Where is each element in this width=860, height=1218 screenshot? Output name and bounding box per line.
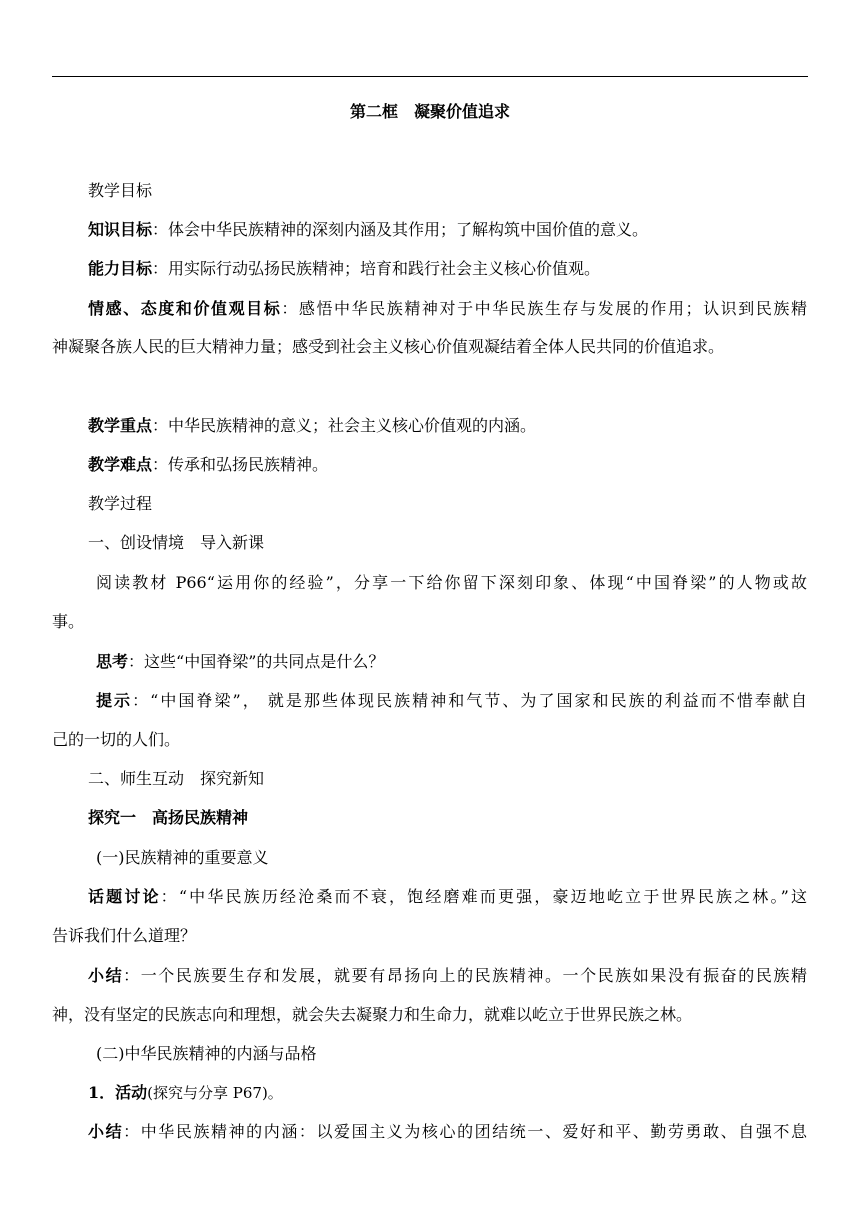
subsection-2-heading: (二)中华民族精神的内涵与品格 <box>96 1044 317 1063</box>
summary-1-label: 小结 <box>88 966 124 985</box>
topic-text-2: 告诉我们什么道理？ <box>52 926 197 945</box>
difficulty-point <box>88 454 328 476</box>
difficulty-text: ：传承和弘扬民族精神。 <box>152 455 329 474</box>
activity-text: (探究与分享 P67)。 <box>147 1084 283 1102</box>
topic-label: 话题讨论 <box>88 887 161 906</box>
emotion-text-1: ：感悟中华民族精神对于中华民族生存与发展的作用；认识到民族精 <box>281 299 807 318</box>
header-rule <box>52 76 808 77</box>
section-2-heading: 二、师生互动 探究新知 <box>88 769 265 788</box>
topic-discussion-1 <box>88 886 807 908</box>
ability-text: ：用实际行动弘扬民族精神；培育和践行社会主义核心价值观。 <box>152 259 601 278</box>
think-question <box>96 651 384 673</box>
difficulty-label: 教学难点 <box>88 455 153 474</box>
key-text: ：中华民族精神的意义；社会主义核心价值观的内涵。 <box>152 416 537 435</box>
think-text: ：这些“中国脊梁”的共同点是什么？ <box>128 652 385 671</box>
hint-label: 提示 <box>96 691 133 710</box>
summary-1-text-1: ：一个民族要生存和发展，就要有昂扬向上的民族精神。一个民族如果没有振奋的民族精 <box>123 966 807 985</box>
subsection-1-heading: (一)民族精神的重要意义 <box>96 848 269 867</box>
summary-2-line <box>88 1121 807 1143</box>
emotion-objective <box>88 298 807 320</box>
summary-1-text-2: 神，没有坚定的民族志向和理想，就会失去凝聚力和生命力，就难以屹立于世界民族之林。 <box>52 1005 693 1024</box>
objectives-heading: 教学目标 <box>88 181 153 200</box>
summary-2-text: ：中华民族精神的内涵：以爱国主义为核心的团结统一、爱好和平、勤劳勇敢、自强不息 <box>123 1122 807 1141</box>
process-heading: 教学过程 <box>88 494 153 513</box>
knowledge-text: ：体会中华民族精神的深刻内涵及其作用；了解构筑中国价值的意义。 <box>152 220 649 239</box>
activity-line <box>88 1082 283 1104</box>
hint-text-2: 己的一切的人们。 <box>52 730 181 749</box>
topic-text-1: ：“中华民族历经沧桑而不衰，饱经磨难而更强，豪迈地屹立于世界民族之林。”这 <box>160 887 807 906</box>
emotion-text-2: 神凝聚各族人民的巨大精神力量；感受到社会主义核心价值观凝结着全体人民共同的价值追求。 <box>52 337 725 356</box>
hint-text-1: ：“中国脊梁”， 就是那些体现民族精神和气节、为了国家和民族的利益而不惜奉献自 <box>132 691 807 710</box>
reading-instruction-2: 事。 <box>52 612 85 631</box>
ability-label: 能力目标 <box>88 259 153 278</box>
reading-instruction-1: 阅读教材 P66“运用你的经验”，分享一下给你留下深刻印象、体现“中国脊梁”的人物或故 <box>96 573 807 592</box>
section-1-heading: 一、创设情境 导入新课 <box>88 533 265 552</box>
think-label: 思考 <box>96 652 129 671</box>
summary-2-label: 小结 <box>88 1122 124 1141</box>
activity-label: 1．活动 <box>88 1083 148 1102</box>
hint-line-1 <box>96 690 807 712</box>
knowledge-objective <box>88 219 648 241</box>
key-point <box>88 415 536 437</box>
explore-1-heading: 探究一 高扬民族精神 <box>88 808 249 827</box>
key-label: 教学重点 <box>88 416 153 435</box>
summary-1-line-1 <box>88 965 807 987</box>
emotion-label: 情感、态度和价值观目标 <box>88 299 282 318</box>
page-title: 第二框 凝聚价值追求 <box>349 102 510 121</box>
ability-objective <box>88 258 600 280</box>
knowledge-label: 知识目标 <box>88 220 153 239</box>
